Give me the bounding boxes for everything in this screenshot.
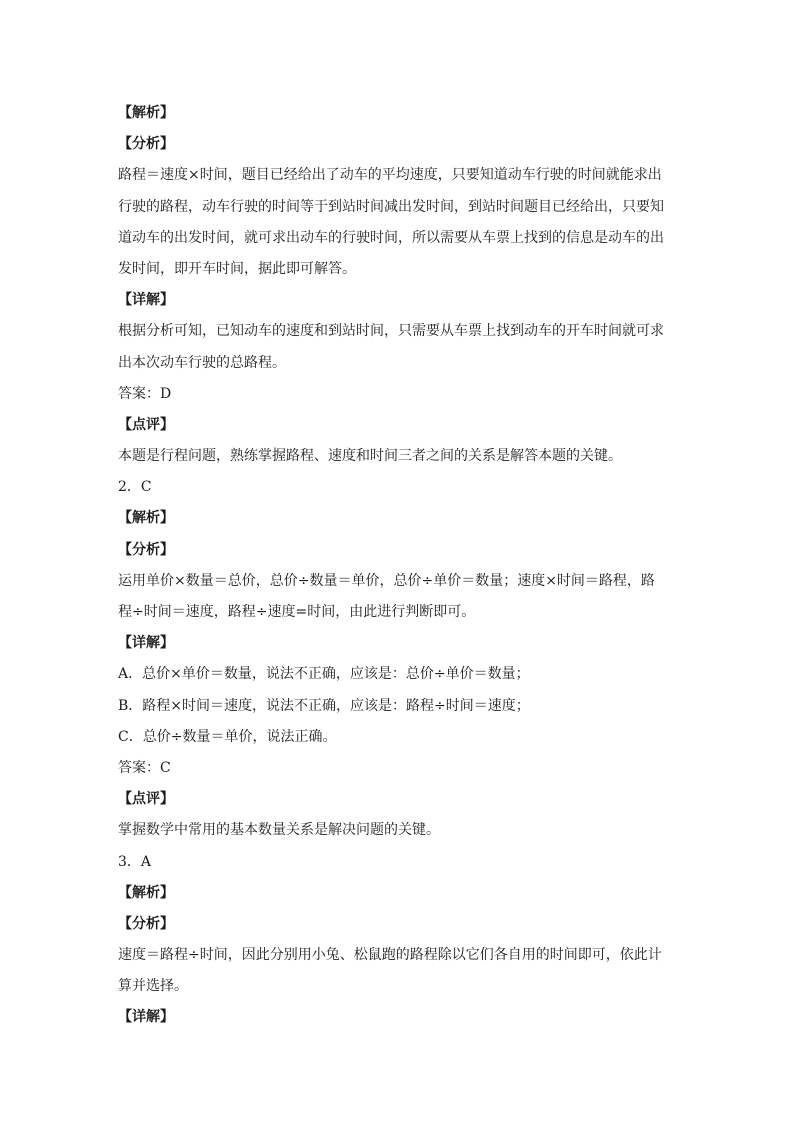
paragraph bbox=[118, 659, 678, 690]
text-line: C．总价÷数量＝单价，说法正确。 bbox=[118, 728, 337, 745]
text-line: 发时间，即开车时间，据此即可解答。 bbox=[118, 260, 356, 277]
text-line: 【分析】 bbox=[118, 541, 174, 558]
text-line: A．总价×单价＝数量，说法不正确，应该是：总价÷单价＝数量； bbox=[118, 666, 530, 683]
section-heading bbox=[118, 410, 678, 441]
text-line: 【点评】 bbox=[118, 791, 174, 808]
text-line: 【分析】 bbox=[118, 136, 174, 153]
text-line: 道动车的出发时间，就可求出动车的行驶时间，所以需要从车票上找到的信息是动车的出 bbox=[118, 229, 664, 246]
paragraph bbox=[118, 753, 678, 784]
section-heading bbox=[118, 909, 678, 940]
text-line: 2．C bbox=[118, 479, 152, 496]
text-line: 【解析】 bbox=[118, 884, 174, 901]
text-line: 运用单价×数量＝总价，总价÷数量＝单价，总价÷单价＝数量；速度×时间＝路程，路 bbox=[118, 572, 655, 589]
text-line: 根据分析可知，已知动车的速度和到站时间，只需要从车票上找到动车的开车时间就可求 bbox=[118, 323, 664, 340]
text-line: 掌握数学中常用的基本数量关系是解决问题的关键。 bbox=[118, 822, 440, 839]
text-line: 算并选择。 bbox=[118, 978, 188, 995]
paragraph bbox=[118, 316, 678, 378]
paragraph bbox=[118, 160, 678, 285]
paragraph bbox=[118, 379, 678, 410]
paragraph bbox=[118, 441, 678, 472]
paragraph bbox=[118, 815, 678, 846]
paragraph bbox=[118, 847, 678, 878]
text-line: 3．A bbox=[118, 853, 152, 870]
text-line: 本题是行程问题，熟练掌握路程、速度和时间三者之间的关系是解答本题的关键。 bbox=[118, 448, 622, 465]
text-line: 答案：D bbox=[118, 385, 172, 402]
answer-explanation-content bbox=[118, 98, 678, 1034]
section-heading bbox=[118, 503, 678, 534]
text-line: 答案：C bbox=[118, 759, 171, 776]
text-line: B．路程×时间＝速度，说法不正确，应该是：路程÷时间＝速度； bbox=[118, 697, 530, 714]
text-line: 【解析】 bbox=[118, 105, 174, 121]
text-line: 行驶的路程，动车行驶的时间等于到站时间减出发时间，到站时间题目已经给出，只要知 bbox=[118, 198, 664, 215]
section-heading bbox=[118, 1002, 678, 1033]
text-line: 【解析】 bbox=[118, 510, 174, 527]
section-heading bbox=[118, 535, 678, 566]
paragraph bbox=[118, 472, 678, 503]
text-line: 【详解】 bbox=[118, 1009, 174, 1026]
text-line: 【点评】 bbox=[118, 416, 174, 433]
section-heading bbox=[118, 878, 678, 909]
paragraph bbox=[118, 940, 678, 1002]
section-heading bbox=[118, 285, 678, 316]
paragraph bbox=[118, 691, 678, 722]
section-heading bbox=[118, 628, 678, 659]
text-line: 【详解】 bbox=[118, 292, 174, 309]
section-heading bbox=[118, 129, 678, 160]
text-line: 【分析】 bbox=[118, 915, 174, 932]
paragraph bbox=[118, 722, 678, 753]
text-line: 程÷时间＝速度，路程÷速度=时间，由此进行判断即可。 bbox=[118, 604, 476, 620]
paragraph bbox=[118, 566, 678, 628]
text-line: 速度＝路程÷时间，因此分别用小兔、松鼠跑的路程除以它们各自用的时间即可，依此计 bbox=[118, 947, 662, 964]
section-heading bbox=[118, 98, 678, 129]
text-line: 出本次动车行驶的总路程。 bbox=[118, 354, 286, 371]
text-line: 路程＝速度×时间，题目已经给出了动车的平均速度，只要知道动车行驶的时间就能求出 bbox=[118, 167, 662, 184]
text-line: 【详解】 bbox=[118, 635, 174, 652]
section-heading bbox=[118, 784, 678, 815]
